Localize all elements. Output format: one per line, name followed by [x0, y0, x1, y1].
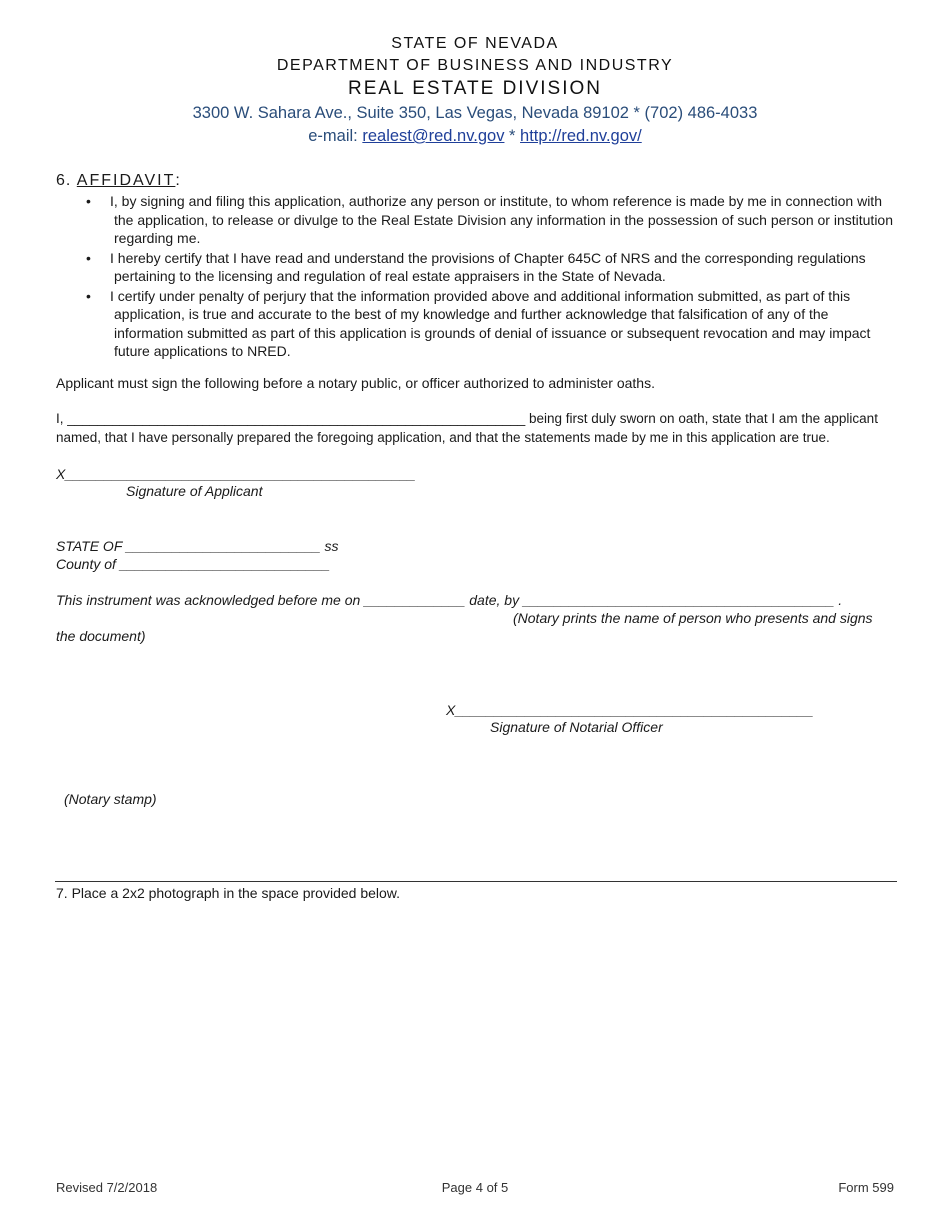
footer-page-number: Page 4 of 5: [441, 1180, 509, 1195]
website-link[interactable]: http://red.nv.gov/: [520, 127, 642, 145]
bullet-dot: •: [86, 287, 91, 304]
section6-number: 6.: [56, 172, 72, 189]
notary-stamp-label: (Notary stamp): [64, 791, 157, 807]
footer-form-number: Form 599: [838, 1180, 894, 1195]
header-division: REAL ESTATE DIVISION: [348, 78, 602, 99]
applicant-signature-line[interactable]: X_____________________________________________: [56, 466, 416, 482]
section6-heading: [56, 172, 181, 190]
section6-colon: :: [175, 172, 181, 189]
bullet-dot: •: [86, 193, 91, 209]
bullet-dot: •: [86, 249, 91, 266]
bullet-text: I, by signing and filing this application, authorize any person or institute, to whom reference is made by me in connection with the application, to release or divulge to the Real Estate Division any information in the possession of such person or institution regarding me.: [110, 193, 893, 246]
header-state: STATE OF NEVADA: [391, 35, 559, 52]
email-label: e-mail:: [308, 127, 363, 145]
header-department: DEPARTMENT OF BUSINESS AND INDUSTRY: [276, 57, 674, 74]
section-divider: [55, 881, 897, 882]
notary-prints-note-cont: the document): [56, 628, 146, 644]
applicant-signature-label: Signature of Applicant: [126, 483, 263, 499]
header-contact: [0, 127, 950, 146]
list-item: [56, 192, 896, 248]
list-item: [56, 287, 896, 361]
footer-revised: Revised 7/2/2018: [56, 1180, 158, 1195]
email-link[interactable]: realest@red.nv.gov: [362, 127, 505, 145]
bullet-text: I hereby certify that I have read and understand the provisions of Chapter 645C of NRS and the corresponding regulations pertaining to the licensing and regulation of real estate appraisers in the State of Nevada.: [110, 249, 866, 284]
bullet-text: I certify under penalty of perjury that the information provided above and additional information submitted, as part of this application, is true and accurate to the best of my knowledge and further acknowledge that falsification of any of the information submitted as part of this application is grounds of denial of issuance or subsequent revocation and may impact future applications to NRED.: [110, 287, 871, 359]
section6-title: AFFIDAVIT: [76, 172, 176, 189]
state-of-line[interactable]: STATE OF _________________________ ss: [56, 538, 339, 554]
list-item: [56, 249, 896, 286]
affidavit-bullets: [56, 192, 896, 362]
oath-line-1[interactable]: I, _____________________________________________________________ being first duly sworn on oath, state that I am the applicant: [56, 411, 878, 426]
header-address: 3300 W. Sahara Ave., Suite 350, Las Vegas, Nevada 89102 * (702) 486-4033: [192, 104, 758, 122]
oath-line-2: named, that I have personally prepared the foregoing application, and that the statements made by me in this application are true.: [56, 430, 830, 445]
county-of-line[interactable]: County of ___________________________: [56, 556, 331, 572]
notary-prints-note: (Notary prints the name of person who presents and signs: [513, 610, 873, 626]
section7-instruction: 7. Place a 2x2 photograph in the space provided below.: [56, 885, 401, 901]
notary-signature-label: Signature of Notarial Officer: [490, 719, 663, 735]
contact-separator: *: [504, 127, 521, 145]
notary-instruction: Applicant must sign the following before a notary public, or officer authorized to administer oaths.: [56, 375, 655, 391]
acknowledged-line[interactable]: This instrument was acknowledged before me on _____________ date, by ________________________________________ .: [56, 592, 843, 608]
notary-signature-line[interactable]: X______________________________________________: [446, 702, 814, 718]
